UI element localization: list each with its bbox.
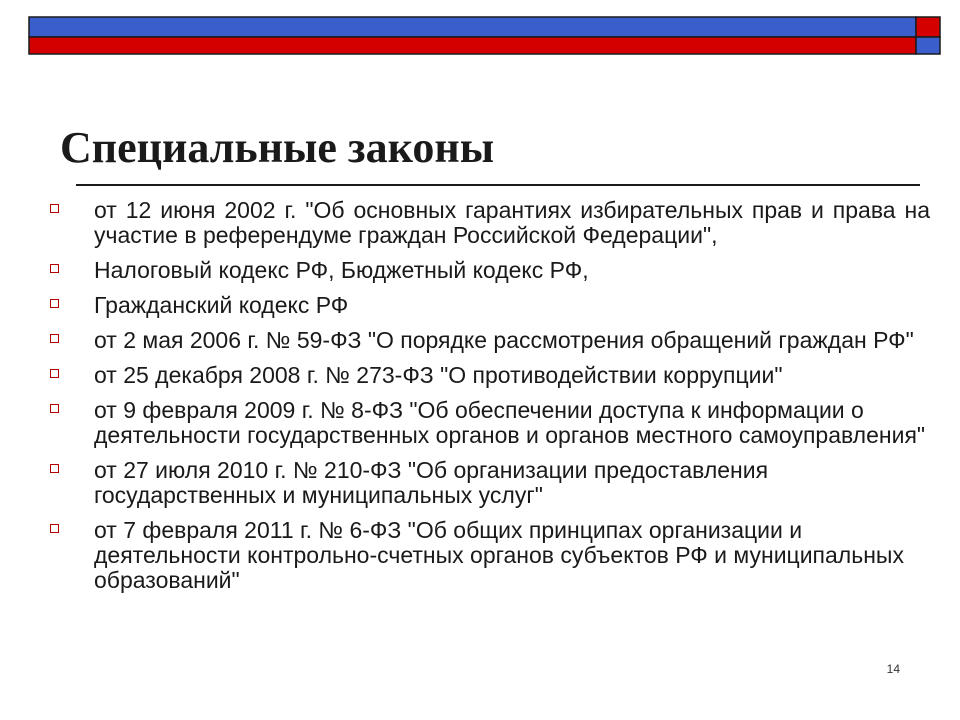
list-item-text: Налоговый кодекс РФ, Бюджетный кодекс РФ, <box>94 257 589 283</box>
list-item-text: Гражданский кодекс РФ <box>94 292 349 318</box>
square-bullet-icon <box>50 524 59 533</box>
list-item-text: от 7 февраля 2011 г. № 6-ФЗ "Об общих принципах организации и деятельности контрольно-счетных органов субъектов РФ и муниципальных образований" <box>94 517 904 593</box>
list-item-text: от 9 февраля 2009 г. № 8-ФЗ "Об обеспечении доступа к информации о деятельности государственных органов и органов местного самоуправления" <box>94 397 926 448</box>
square-bullet-icon <box>50 464 59 473</box>
square-bullet-icon <box>50 264 59 273</box>
list-item <box>50 398 930 448</box>
list-item <box>50 198 930 248</box>
square-bullet-icon <box>50 299 59 308</box>
list-item-text: от 2 мая 2006 г. № 59-ФЗ "О порядке рассмотрения обращений граждан РФ" <box>94 327 914 353</box>
title-underline <box>76 184 920 186</box>
list-item-text: от 27 июля 2010 г. № 210-ФЗ "Об организации предоставления государственных и муниципальных услуг" <box>94 457 769 508</box>
list-item <box>50 328 930 353</box>
list-item <box>50 363 930 388</box>
laws-list <box>50 198 930 603</box>
red-stripe <box>29 37 916 54</box>
list-item <box>50 518 930 593</box>
list-item-text: от 25 декабря 2008 г. № 273-ФЗ "О противодействии коррупции" <box>94 362 783 388</box>
square-bullet-icon <box>50 369 59 378</box>
square-bullet-icon <box>50 204 59 213</box>
list-item-text: от 12 июня 2002 г. "Об основных гарантиях избирательных прав и права на участие в референдуме граждан Российской Федерации", <box>94 197 930 248</box>
list-item <box>50 458 930 508</box>
square-bullet-icon <box>50 404 59 413</box>
slide-title: Специальные законы <box>60 123 495 172</box>
square-bullet-icon <box>50 334 59 343</box>
slide-number: 14 <box>886 662 900 676</box>
corner-red-square <box>916 17 940 37</box>
list-item <box>50 293 930 318</box>
corner-blue-square <box>916 37 940 54</box>
list-item <box>50 258 930 283</box>
header-stripes <box>0 0 960 60</box>
blue-stripe <box>29 17 916 37</box>
